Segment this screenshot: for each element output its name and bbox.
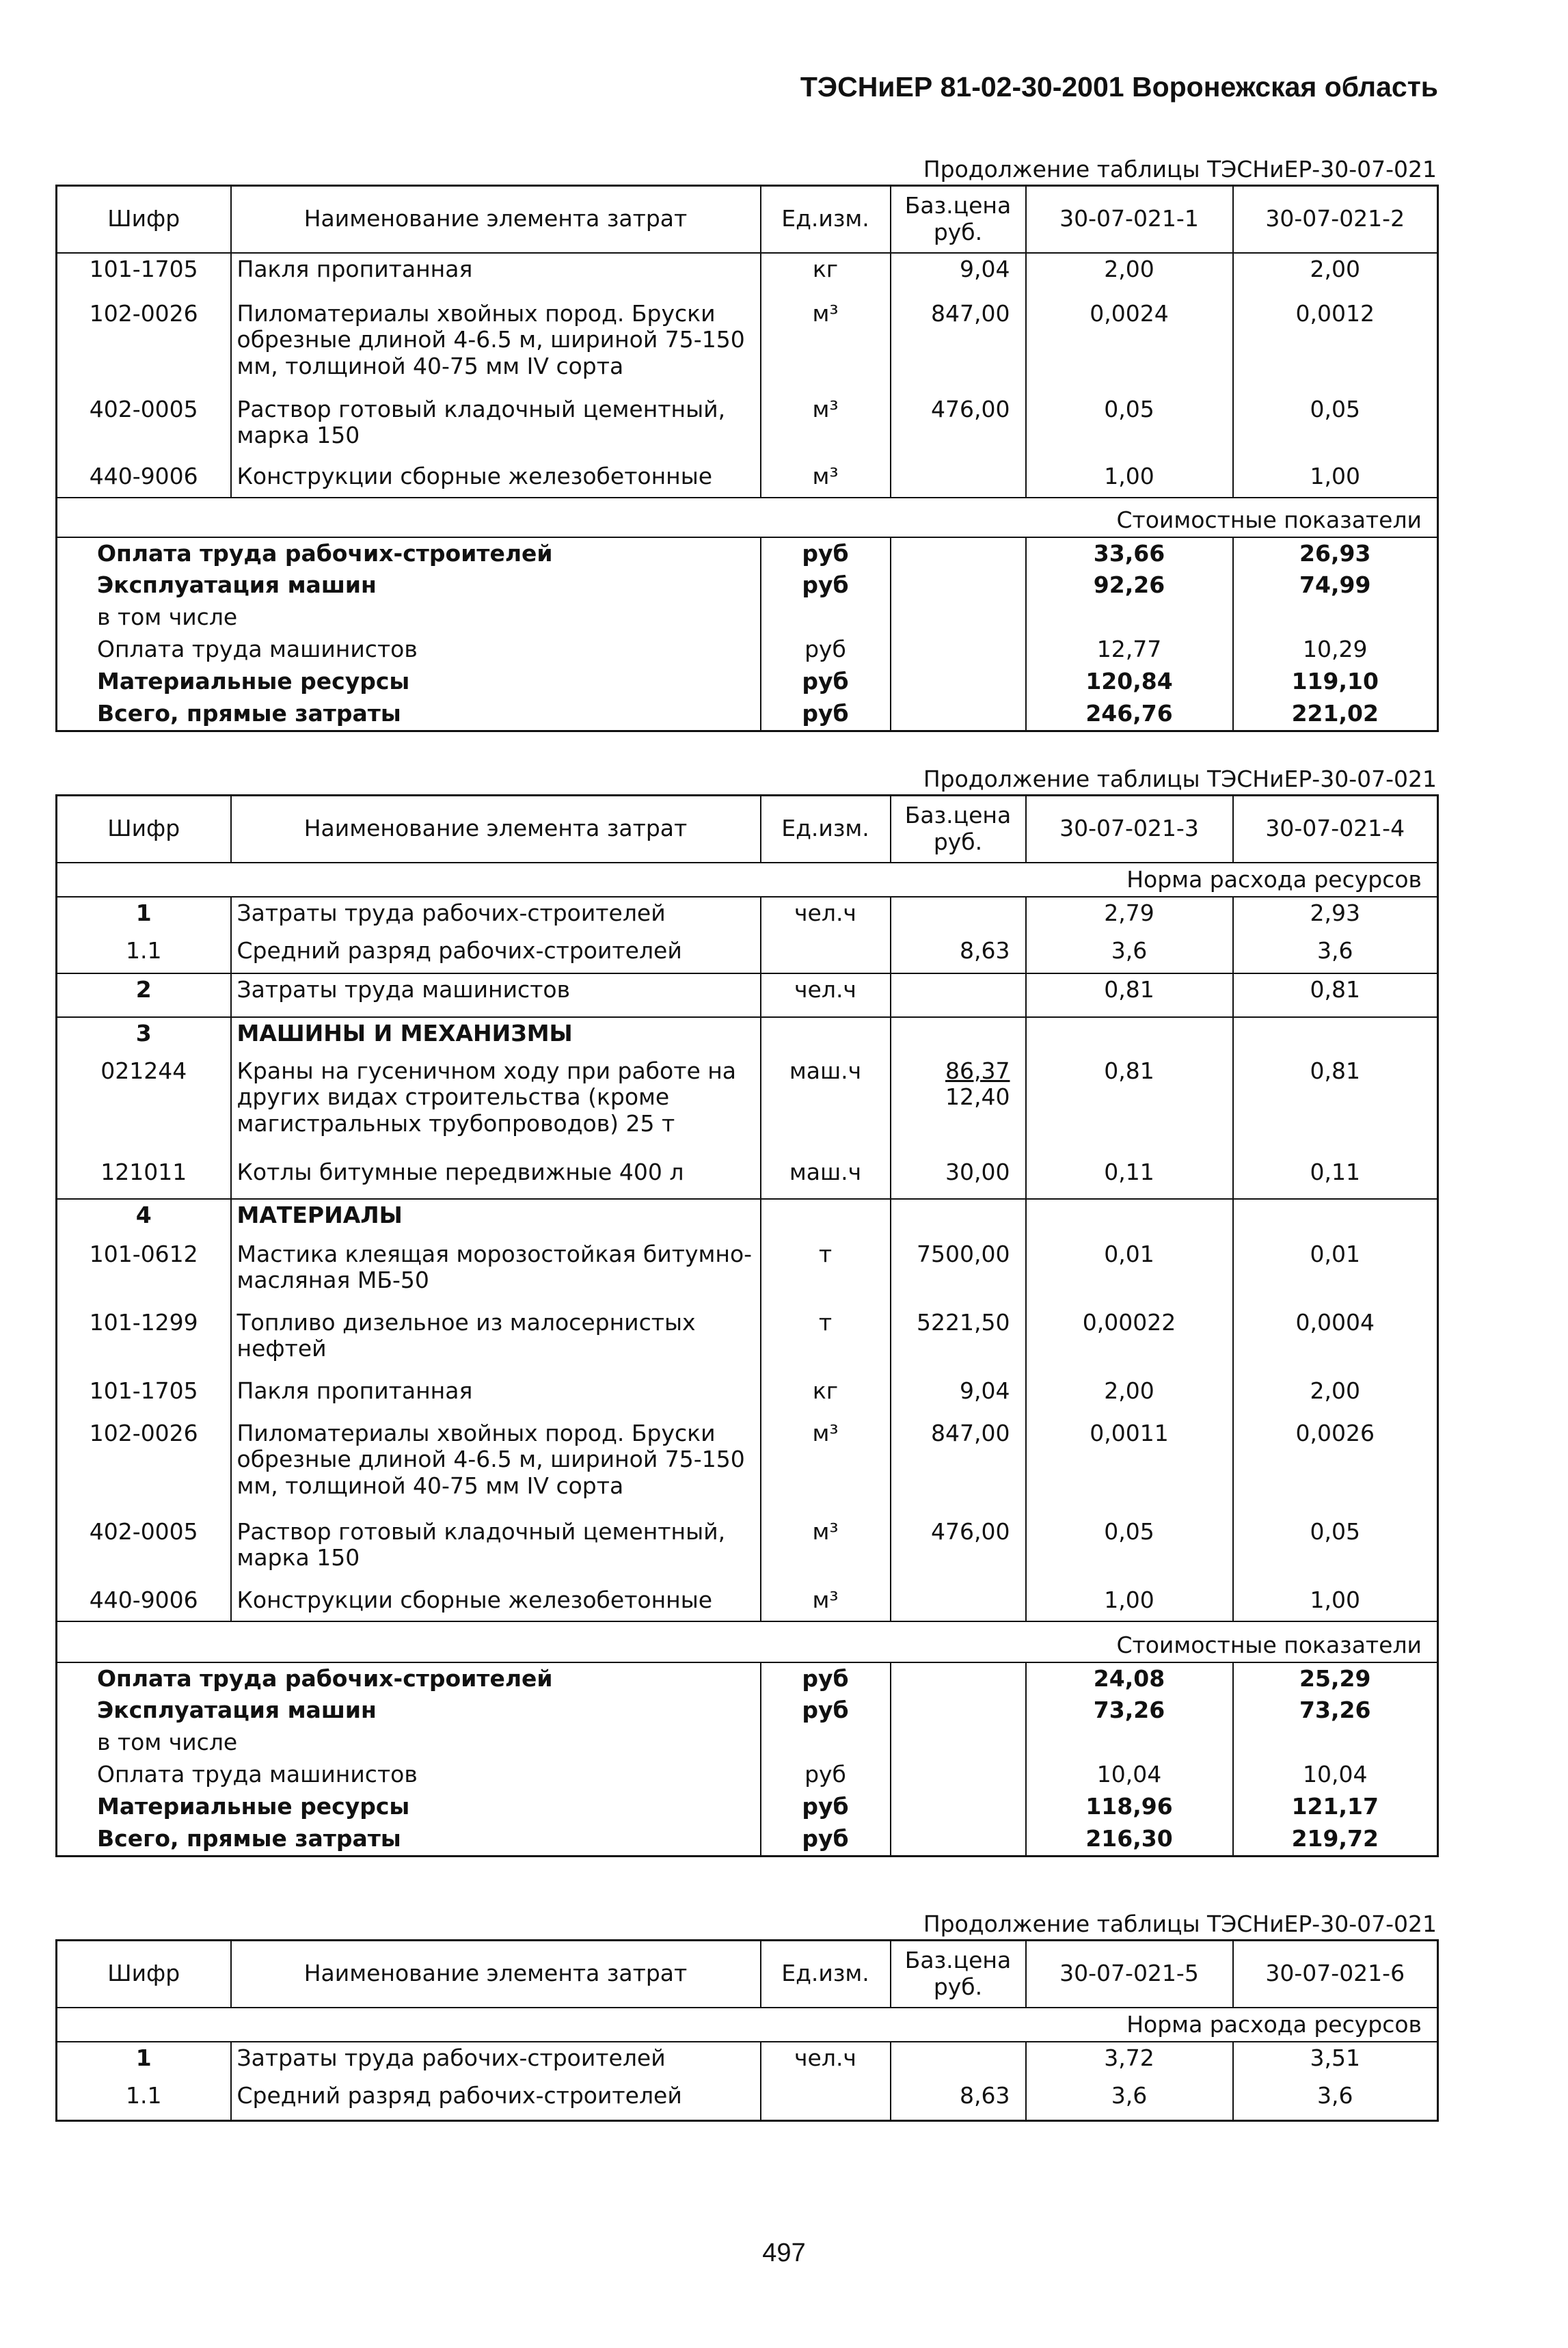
cost-label: в том числе xyxy=(97,1729,238,1756)
col-header-b: 30-07-021-2 xyxy=(1233,186,1438,253)
table-row: 101-1705 Пакля пропитанная кг 9,04 2,00 2,00 xyxy=(57,253,1438,298)
table-caption: Продолжение таблицы ТЭСНиЕР-30-07-021 xyxy=(923,1911,1437,1937)
cost-label: Оплата труда машинистов xyxy=(97,1761,418,1788)
cost-label: Материальные ресурсы xyxy=(97,668,410,695)
col-header-code: Шифр xyxy=(57,796,231,863)
table-row: 3 МАШИНЫ И МЕХАНИЗМЫ xyxy=(57,1017,1438,1055)
table-row: 102-0026 Пиломатериалы хвойных пород. Бруски обрезные длиной 4-6.5 м, шириной 75-150 мм, толщиной 40-75 мм IV сорта м³ 847,00 0,0011 0,0026 xyxy=(57,1418,1438,1516)
norm-heading: Норма расхода ресурсов xyxy=(57,2008,1438,2042)
table-row: 1.1 Средний разряд рабочих-строителей 8,63 3,6 3,6 xyxy=(57,935,1438,973)
col-header-b: 30-07-021-4 xyxy=(1233,796,1438,863)
table-caption: Продолжение таблицы ТЭСНиЕР-30-07-021 xyxy=(923,156,1437,183)
table-row: 101-1299 Топливо дизельное из малосернистых нефтей т 5221,50 0,00022 0,0004 xyxy=(57,1307,1438,1375)
cost-label: Материальные ресурсы xyxy=(97,1793,410,1820)
cost-label: в том числе xyxy=(97,604,238,631)
cost-label: Оплата труда рабочих-строителей xyxy=(57,1662,761,1695)
resource-table: Шифр Наименование элемента затрат Ед.изм. Баз.цена руб. 30-07-021-1 30-07-021-2 101-1705 Пакля пропитанная кг 9,04 2,00 2,00 102-0026 Пиломатериалы хвойных пород. Бруски обрезные длиной 4-6.5 м, шириной 75-150 мм, толщиной 40-75 мм IV сорта м³ 847,00 0,0024 0,0012 402-0005 Раствор готовый кладочный цементный, марка 150 м³ 476,00 0,05 0,05 440-9006 Конструкции сборные железобетонные м³ 1,00 1,00 Стоимостные показатели Оплата труда рабочих-строителей руб 33,66 26,93 Эксплуатация машин руб 92,26 74,99 в том числе Оплата труда машинистов руб 12,77 10,29 Материальные ресурсы руб 120,84 119,10 Всего, прямые затраты руб 246,76 221,02 xyxy=(55,185,1439,732)
cost-heading: Стоимостные показатели xyxy=(57,1621,1438,1662)
table-row: 1 Затраты труда рабочих-строителей чел.ч 2,79 2,93 xyxy=(57,897,1438,935)
col-header-code: Шифр xyxy=(57,1941,231,2008)
cost-label: Оплата труда машинистов xyxy=(97,636,418,663)
resource-table: Шифр Наименование элемента затрат Ед.изм. Баз.цена руб. 30-07-021-3 30-07-021-4 Норма расхода ресурсов 1 Затраты труда рабочих-строителей чел.ч 2,79 2,93 1.1 Средний разряд рабочих-строителей 8,63 3,6 3,6 2 Затраты труда машинистов чел.ч 0,81 0,81 3 МАШИНЫ И МЕХАНИЗМЫ 021244 Краны на гусеничном ходу при работе на других видах строительства (кроме магистральных трубопроводов) 25 т маш.ч 86,37 12,40 0,81 0,81 121011 Котлы битумные передвижные 400 л маш.ч 30,00 0,11 0,11 4 МАТЕРИАЛЫ 101-0612 Мастика клеящая морозостойкая битумно-масляная МБ-50 т 7500,00 0,01 0,01 101-1299 Топливо дизельное из малосернистых нефтей т 5221,50 0,00022 0,0004 101-1705 Пакля пропитанная кг 9,04 2,00 2,00 102-0026 Пиломатериалы хвойных пород. Бруски обрезные длиной 4-6.5 м, шириной 75-150 мм, толщиной 40-75 мм IV сорта м³ 847,00 0,0011 0,0026 402-0005 Раствор готовый кладочный цементный, марка 150 м³ 476,00 0,05 0,05 440-9006 Конструкции сборные железобетонные м³ 1,00 1,00 Стоимостные показатели Оплата труда рабочих-строителей руб 24,08 25,29 Эксплуатация машин руб 73,26 73,26 в том числе Оплата труда машинистов руб 10,04 10,04 Материальные ресурсы руб 118,96 121,17 Всего, прямые затраты руб 216,30 219,72 xyxy=(55,794,1439,1857)
col-header-unit: Ед.изм. xyxy=(761,796,891,863)
table-row: 402-0005 Раствор готовый кладочный цементный, марка 150 м³ 476,00 0,05 0,05 xyxy=(57,1516,1438,1584)
cost-label: Оплата труда рабочих-строителей xyxy=(57,537,761,570)
table-row: 102-0026 Пиломатериалы хвойных пород. Бруски обрезные длиной 4-6.5 м, шириной 75-150 мм, толщиной 40-75 мм IV сорта м³ 847,00 0,0024 0,0012 xyxy=(57,298,1438,394)
table-caption: Продолжение таблицы ТЭСНиЕР-30-07-021 xyxy=(923,766,1437,792)
table-row: 2 Затраты труда машинистов чел.ч 0,81 0,81 xyxy=(57,973,1438,1017)
col-header-price: Баз.цена руб. xyxy=(891,796,1026,863)
table-row: 121011 Котлы битумные передвижные 400 л маш.ч 30,00 0,11 0,11 xyxy=(57,1157,1438,1199)
table-row: 440-9006 Конструкции сборные железобетонные м³ 1,00 1,00 xyxy=(57,1584,1438,1621)
col-header-unit: Ед.изм. xyxy=(761,186,891,253)
norm-heading: Норма расхода ресурсов xyxy=(57,863,1438,897)
cost-label: Всего, прямые затраты xyxy=(97,1825,401,1852)
col-header-a: 30-07-021-3 xyxy=(1026,796,1233,863)
col-header-b: 30-07-021-6 xyxy=(1233,1941,1438,2008)
table-row: 440-9006 Конструкции сборные железобетонные м³ 1,00 1,00 xyxy=(57,461,1438,498)
col-header-price: Баз.цена руб. xyxy=(891,1941,1026,2008)
cost-label: Эксплуатация машин xyxy=(97,1697,377,1724)
col-header-name: Наименование элемента затрат xyxy=(231,1941,761,2008)
cost-heading: Стоимостные показатели xyxy=(57,498,1438,537)
table-row: 101-1705 Пакля пропитанная кг 9,04 2,00 2,00 xyxy=(57,1375,1438,1418)
page-number: 497 xyxy=(762,2239,806,2267)
page-header: ТЭСНиЕР 81-02-30-2001 Воронежская область xyxy=(800,71,1438,103)
table-row: 4 МАТЕРИАЛЫ xyxy=(57,1199,1438,1239)
col-header-unit: Ед.изм. xyxy=(761,1941,891,2008)
col-header-name: Наименование элемента затрат xyxy=(231,186,761,253)
col-header-price: Баз.цена руб. xyxy=(891,186,1026,253)
cost-label: Всего, прямые затраты xyxy=(97,700,401,727)
table-row: 1.1 Средний разряд рабочих-строителей 8,63 3,6 3,6 xyxy=(57,2080,1438,2121)
resource-table xyxy=(55,1939,1439,2122)
table-row: 021244 Краны на гусеничном ходу при работе на других видах строительства (кроме магистральных трубопроводов) 25 т маш.ч 86,37 12,40 0,81 0,81 xyxy=(57,1055,1438,1157)
col-header-code: Шифр xyxy=(57,186,231,253)
table-row: 101-0612 Мастика клеящая морозостойкая битумно-масляная МБ-50 т 7500,00 0,01 0,01 xyxy=(57,1239,1438,1307)
table-row: 1 Затраты труда рабочих-строителей чел.ч 3,72 3,51 xyxy=(57,2042,1438,2080)
col-header-a: 30-07-021-1 xyxy=(1026,186,1233,253)
col-header-name: Наименование элемента затрат xyxy=(231,796,761,863)
col-header-a: 30-07-021-5 xyxy=(1026,1941,1233,2008)
table-row: 402-0005 Раствор готовый кладочный цементный, марка 150 м³ 476,00 0,05 0,05 xyxy=(57,394,1438,461)
cost-label: Эксплуатация машин xyxy=(97,571,377,599)
